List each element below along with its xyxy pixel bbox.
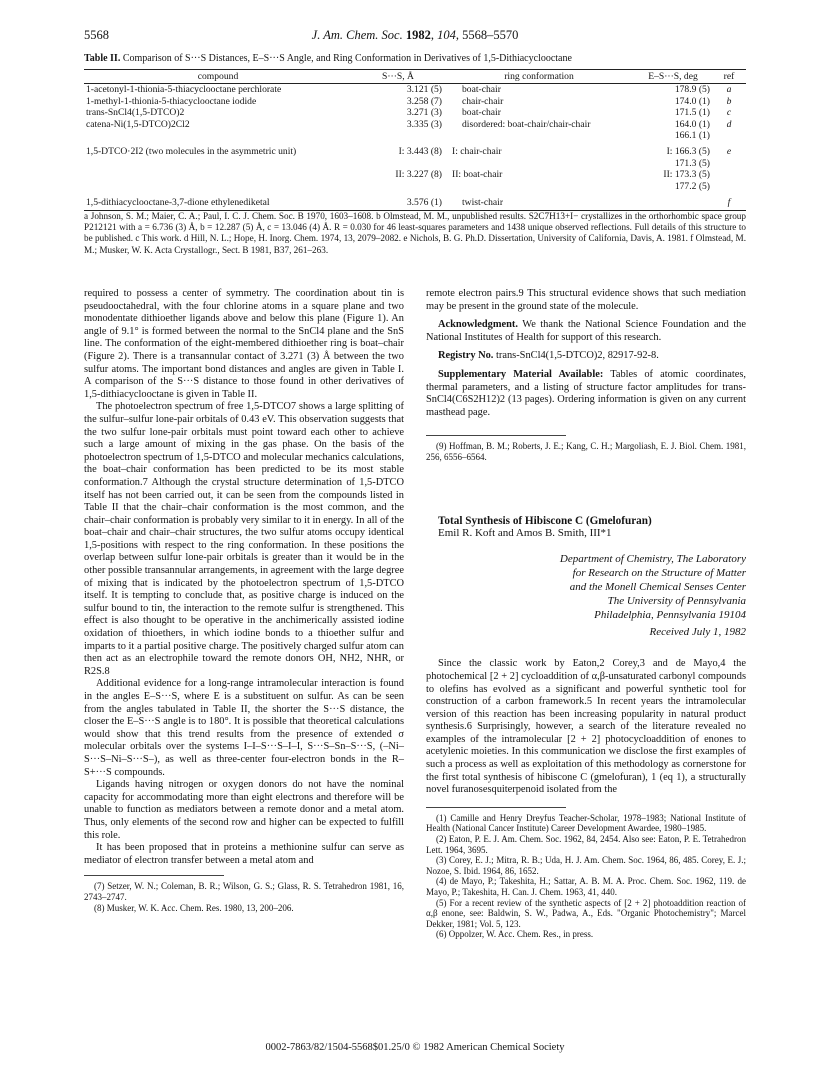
acknowledgment-text: We thank the National Science Foundation and the National Institutes of Health for support of this research. <box>426 319 746 343</box>
cell-compound: 1-acetonyl-1-thionia-5-thiacyclooctane perchlorate <box>86 84 282 96</box>
body-paragraph: Additional evidence for a long-range intramolecular interaction is found in the angles E–S···S, where E is a substituent on sulfur. As can be seen from the angles tabulated in Table II, the shorter the S···S distance, the closer the E–S···S angle is to 180°. It is possible that theoretical calculations would show that this trend results from the presence of extended σ molecular orbitals over the systems I–I–S···S–I–I, S···S–Sn–S···S, (–Ni–S···S–Ni–S···S–), as well as three-center four-electron bonds in the R–S+···S compounds. <box>84 678 404 778</box>
cell-ref: e <box>726 146 732 158</box>
cell-ring: boat-chair <box>462 107 501 119</box>
body-paragraph: Ligands having nitrogen or oxygen donors do not have the nominal capacity for accommodating more than eight electrons and therefore will be unable to function as mediators between a remote donor and a metal atom. Thus, only elements of the second row and higher can be expected to fulfill this role. <box>84 779 404 841</box>
table-header-row <box>84 70 746 84</box>
cell-ref: f <box>712 192 746 211</box>
journal-name: J. Am. Chem. Soc. <box>311 28 403 42</box>
footnote-rule <box>426 435 566 436</box>
table-row <box>84 84 746 96</box>
right-column <box>426 288 746 940</box>
acknowledgment-label: Acknowledgment. <box>438 319 518 331</box>
footnote: (4) de Mayo, P.; Takeshita, H.; Sattar, A. B. M. A. Proc. Chem. Soc. 1962, 119. de Mayo, P.; Takeshita, H. Can. J. Chem. 1963, 41, 440. <box>426 876 746 897</box>
cell-ring: I: chair-chair <box>452 146 502 158</box>
received-date: Received July 1, 1982 <box>649 625 746 638</box>
body-paragraph: remote electron pairs.9 This structural evidence shows that such mediation may be present in the ground state of the molecule. <box>426 288 746 312</box>
cell-compound <box>84 130 352 141</box>
body-paragraph: It has been proposed that in proteins a methionine sulfur can serve as mediator of electron transfer between a metal atom and <box>84 842 404 866</box>
cell-ring <box>444 130 634 141</box>
table-caption <box>84 53 746 64</box>
footnote: (2) Eaton, P. E. J. Am. Chem. Soc. 1962, 84, 2454. Also see: Eaton, P. E. Tetrahedron Lett. 1964, 3695. <box>426 834 746 855</box>
affiliation-line: The University of Pennsylvania <box>607 594 746 607</box>
affiliation-line: Department of Chemistry, The Laboratory <box>559 552 746 565</box>
cell-compound: 1,5-dithiacyclooctane-3,7-dione ethylenediketal <box>84 192 352 211</box>
table-row <box>84 141 746 157</box>
registry-text: trans-SnCl4(1,5-DTCO)2, 82917-92-8. <box>496 350 659 362</box>
table-row <box>84 107 746 118</box>
footnote: (5) For a recent review of the synthetic aspects of [2 + 2] photoaddition reaction of α,β enone, see: Baldwin, S. W., Padwa, A., Eds. "Organic Photochemistry"; Marcel Dekker, 1981; Vol. 5, 123. <box>426 897 746 929</box>
column-header: compound <box>84 70 352 84</box>
table-row <box>84 181 746 192</box>
cell-compound <box>84 169 352 180</box>
cell-angle: I: 166.3 (5) <box>666 146 710 158</box>
table-row <box>84 169 746 180</box>
cell-compound: trans-SnCl4(1,5-DTCO)2 <box>86 107 185 119</box>
cell-angle: 174.0 (1) <box>674 95 710 107</box>
cell-ss <box>352 158 444 169</box>
cell-compound: catena-Ni(1,5-DTCO)2Cl2 <box>86 118 190 130</box>
author-affiliation <box>426 552 746 622</box>
cell-ref <box>712 158 746 169</box>
cell-ring <box>444 181 634 192</box>
footnote: (6) Oppolzer, W. Acc. Chem. Res., in press. <box>436 929 594 940</box>
footnote: (7) Setzer, W. N.; Coleman, B. R.; Wilson, G. S.; Glass, R. S. Tetrahedron 1981, 16, 2743–2747. <box>84 881 404 902</box>
cell-compound: 1-methyl-1-thionia-5-thiacyclooctane iodide <box>86 95 257 107</box>
cell-ref <box>712 181 746 192</box>
article-authors: Emil R. Koft and Amos B. Smith, III*1 <box>438 527 612 540</box>
cell-ss: 3.258 (7) <box>406 95 442 107</box>
table-row <box>84 119 746 130</box>
cell-ref: b <box>726 95 732 107</box>
cell-angle: 171.3 (5) <box>674 157 710 169</box>
left-footnotes <box>84 881 404 913</box>
footnote-rule <box>84 875 224 876</box>
supplementary-material <box>426 369 746 419</box>
cell-ring: II: boat-chair <box>452 169 503 181</box>
cell-ring: twist-chair <box>444 192 634 211</box>
registry-label: Registry No. <box>438 350 494 362</box>
cell-ss <box>352 181 444 192</box>
footnote: (1) Camille and Henry Dreyfus Teacher-Scholar, 1978–1983; National Institute of Health (National Cancer Institute) Career Development Awardee, 1980–1985. <box>426 812 746 834</box>
journal-pages: 5568–5570 <box>462 28 519 42</box>
right-footnote-9 <box>426 441 746 462</box>
table-row <box>84 130 746 141</box>
affiliation-line: and the Monell Chemical Senses Center <box>569 580 746 593</box>
journal-year: 1982 <box>405 28 431 42</box>
cell-compound <box>84 181 352 192</box>
cell-ring: boat-chair <box>462 84 501 96</box>
journal-citation: J. Am. Chem. Soc. 1982, 104, 5568–5570 <box>311 28 519 42</box>
left-column <box>84 288 404 913</box>
body-paragraph: The photoelectron spectrum of free 1,5-DTCO7 shows a large splitting of the sulfur–sulfur lone-pair orbitals of 0.43 eV. This observation suggests that the two sulfur lone-pair orbitals must point toward each other to achieve such a large amount of mixing in the gas phase. On the basis of the photoelectron spectrum of 1,5-DTCO and molecular mechanics calculations, the boat–chair conformation has been predicted to be its most stable conformation.7 Although the crystal structure determination of 1,5-DTCO itself has not been carried out, it can be seen from the compounds listed in Table II that the chair–chair conformation is the most common, and the chair–chair conformation is probably very similar to it in energy. In all of the boat–chair and chair–chair structures, the two sulfur atoms occupy identical 1,5-positions with respect to the ring conformation. In these positions the overlap between sulfur lone-pair orbitals is greater than it would be in the other possible transannular arrangements, in agreement with the large degree of mixing that is indicated by the photoelectron spectrum of 1,5-DTCO itself. It is tempting to conclude that, as positive charge is induced on the sulfur bound to tin, the interaction to the remote sulfur is strengthened. This effect is also thought to be operative in the anchimerically assisted iodine oxidation of thioethers, in which iodine bonds to a thioether sulfur and imparts to it a partial positive charge. The positively charged sulfur atom can then act as an electrophile toward the remote donors OH, NH2, NHR, or R2S.8 <box>84 401 404 677</box>
affiliation-line: for Research on the Structure of Matter <box>572 566 746 579</box>
section-spacer <box>426 463 746 515</box>
table-row <box>84 192 746 211</box>
cell-ss: 3.271 (3) <box>406 107 442 119</box>
footnote: (3) Corey, E. J.; Mitra, R. B.; Uda, H. J. Am. Chem. Soc. 1964, 86, 485. Corey, E. J.; Nozoe, S. Ibid. 1964, 86, 1652. <box>426 855 746 876</box>
table-row <box>84 158 746 169</box>
cell-angle <box>634 192 712 211</box>
column-header: ring conformation <box>444 70 634 84</box>
cell-angle: 171.5 (1) <box>674 107 710 119</box>
cell-ss: 3.121 (5) <box>406 84 442 96</box>
cell-ref: d <box>726 118 732 130</box>
page-number: 5568 <box>84 28 109 42</box>
cell-ring: chair-chair <box>462 95 504 107</box>
cell-angle: II: 173.3 (5) <box>663 169 710 181</box>
cell-ref <box>712 169 746 180</box>
footnote: (8) Musker, W. K. Acc. Chem. Res. 1980, 13, 200–206. <box>94 902 294 913</box>
cell-ring: disordered: boat-chair/chair-chair <box>462 118 591 130</box>
cell-ss: 3.576 (1) <box>352 192 444 211</box>
footnote-rule <box>426 807 566 808</box>
table-caption-label: Table II. <box>84 53 121 64</box>
column-header: S···S, Å <box>352 70 444 84</box>
journal-volume: 104 <box>437 28 456 42</box>
cell-ring <box>444 158 634 169</box>
cell-ss: I: 3.443 (8) <box>398 146 442 158</box>
cell-angle: 164.0 (1) <box>674 118 710 130</box>
table-caption-text: Comparison of S···S Distances, E–S···S Angle, and Ring Conformation in Derivatives of 1,5-Dithiacyclooctane <box>122 53 572 64</box>
cell-ref: c <box>726 107 732 119</box>
running-header <box>84 28 746 44</box>
supplementary-label: Supplementary Material Available: <box>438 368 604 380</box>
comparison-table <box>84 69 746 211</box>
column-header: E–S···S, deg <box>634 70 712 84</box>
registry <box>426 350 746 363</box>
article-title: Total Synthesis of Hibiscone C (Gmelofuran) <box>438 514 652 527</box>
cell-compound <box>84 158 352 169</box>
cell-ss <box>352 130 444 141</box>
cell-angle: 166.1 (1) <box>674 130 710 142</box>
affiliation-line: Philadelphia, Pennsylvania 19104 <box>594 608 746 621</box>
acknowledgment <box>426 319 746 344</box>
cell-angle: 178.9 (5) <box>674 84 710 96</box>
table-row <box>84 96 746 107</box>
copyright-footer: 0002-7863/82/1504-5568$01.25/0 © 1982 American Chemical Society <box>265 1042 565 1053</box>
cell-ss: 3.335 (3) <box>406 118 442 130</box>
body-paragraph: required to possess a center of symmetry. The coordination about tin is pseudooctahedral, with the four chlorine atoms in a square plane and two monodentate dithioether ligands above and below this plane (Figure 1). An angle of 9.1° is formed between the normal to the SnCl4 plane and the SnS line. The conformation of the eight-membered dithioether ring is boat–chair (Figure 2). There is a transannular contact of 3.271 (3) Å between the two sulfur atoms. The important bond distances and angles are given in Table I. A comparison of the S···S distance to those found in other derivatives of 1,5-dithiacyclooctane is given in Table II. <box>84 288 404 400</box>
right-footnotes <box>426 813 746 940</box>
cell-compound: 1,5-DTCO·2I2 (two molecules in the asymmetric unit) <box>86 146 297 158</box>
cell-ref <box>712 130 746 141</box>
cell-angle: 177.2 (5) <box>674 180 710 192</box>
cell-ss: II: 3.227 (8) <box>395 169 442 181</box>
table-footnotes: a Johnson, S. M.; Maier, C. A.; Paul, I. C. J. Chem. Soc. B 1970, 1603–1608. b Olmstead, M. M., unpublished results. S2C7H13+I− crystallizes in the orthorhombic space group P212121 with a = 6.736 (3) Å, b = 12.287 (5) Å, c = 13.046 (4) Å. R = 0.030 for 46 least-squares parameters and 1438 unique observed reflections. Full details of this structure to be published. c This work. d Hill, N. L.; Hope, H. Inorg. Chem. 1974, 13, 2079–2082. e Nichols, B. G. Ph.D. Dissertation, University of California, Davis, A. 1981. f Olmstead, M. M.; Musker, W. K. Acta Crystallogr., Sect. B 1981, B37, 261–263. <box>84 211 746 255</box>
column-header: ref <box>712 70 746 84</box>
footnote: (9) Hoffman, B. M.; Roberts, J. E.; Kang, C. H.; Margoliash, E. J. Biol. Chem. 1981, 256, 6556–6564. <box>426 441 746 462</box>
cell-ref: a <box>726 84 732 96</box>
body-paragraph: Since the classic work by Eaton,2 Corey,3 and de Mayo,4 the photochemical [2 + 2] cycloaddition of α,β-unsaturated carbonyl compounds to olefins has evolved as a significant and powerful synthetic tool for construction of a carbon framework.5 In recent years the intramolecular version of this reaction has been increasing popularity in natural product synthesis.6 Surprisingly, however, a search of the literature revealed no examples of the intramolecular [2 + 2] photocycloaddition of enones to acetylenic moieties. In this communication we disclose the first examples of such a process as well as exploitation of this methodology as cornerstone for the first total synthesis of hibiscone C (gmelofuran), 1 (eq 1), a structurally novel furanosesquiterpenoid isolated from the <box>426 658 746 796</box>
supplementary-text: Tables of atomic coordinates, thermal parameters, and a listing of structure factor amplitudes for trans-SnCl4(C6S2H12)2 (13 pages). Ordering information is given on any current masthead page. <box>426 368 746 418</box>
